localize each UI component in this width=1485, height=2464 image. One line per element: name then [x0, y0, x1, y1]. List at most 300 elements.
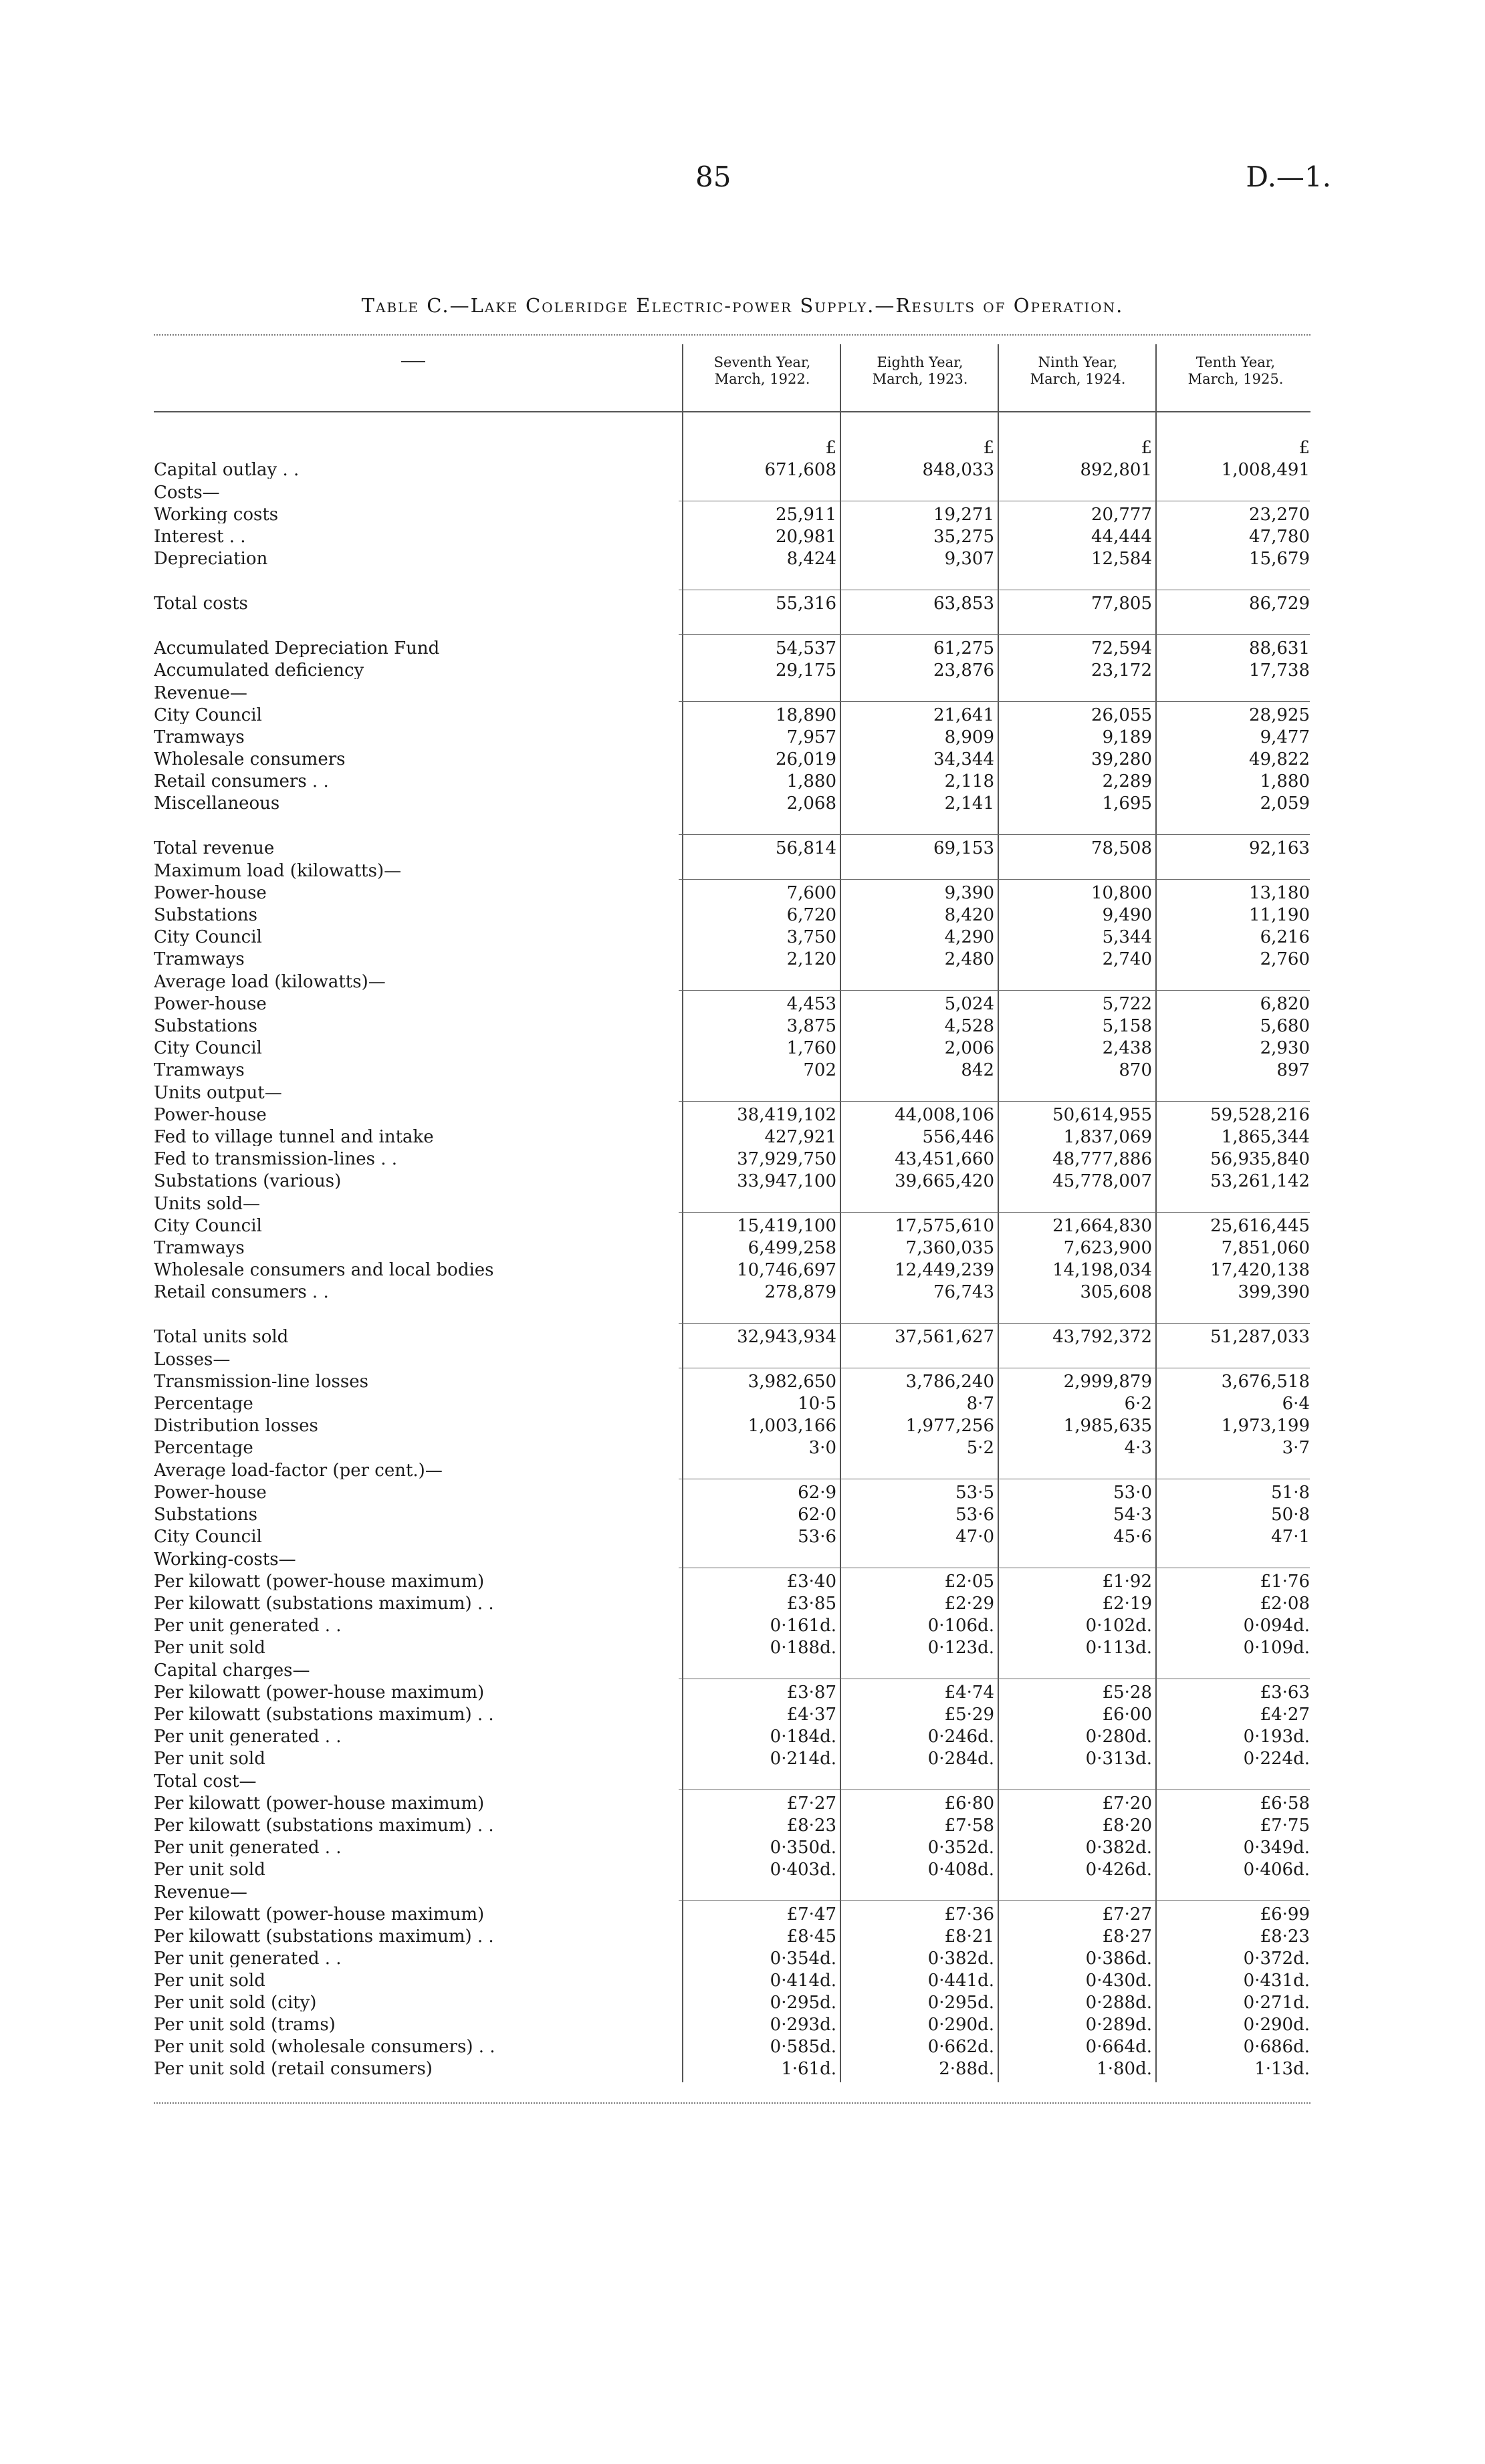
leader-dots: [659, 1634, 679, 1656]
table-cell: 18,890: [679, 702, 836, 725]
table-row: [154, 1346, 1310, 1368]
table-cell: £7·75: [1260, 1816, 1310, 1836]
table-row: [154, 1368, 1310, 1391]
table-cell: 2,289: [1102, 771, 1152, 791]
table-cell: 44,444: [1091, 527, 1152, 547]
spacer-row: [154, 1301, 1310, 1324]
table-row: [154, 1057, 1310, 1079]
table-row: [154, 1213, 1310, 1235]
table-row: [154, 590, 1310, 613]
table-cell: 55,316: [679, 590, 836, 613]
table-cell: [679, 812, 836, 835]
table-cell: [994, 1301, 1152, 1324]
leader-dots: [659, 702, 679, 725]
table-cell: [836, 857, 994, 880]
table-cell: 2,141: [944, 793, 994, 814]
table-cell: 50,614,955: [994, 1102, 1152, 1124]
row-label: Capital outlay . .: [154, 460, 300, 479]
table-row: [154, 1790, 1310, 1813]
leader-dots: [659, 1945, 679, 1967]
table-cell: 2,068: [786, 793, 836, 814]
table-cell: 2,120: [786, 949, 836, 969]
table-cell: 37,929,750: [737, 1149, 836, 1169]
spacer-row: [154, 568, 1310, 590]
table-cell: 53·6: [955, 1505, 994, 1525]
table-cell: £8·20: [1102, 1816, 1152, 1836]
table-cell: 26,019: [776, 749, 836, 769]
row-label: Units output—: [154, 1082, 282, 1102]
table-row: [154, 991, 1310, 1013]
table-row: [154, 857, 1310, 880]
leader-dots: [659, 1301, 679, 1324]
table-cell: 23,876: [933, 660, 994, 681]
table-cell: £8·21: [944, 1927, 994, 1947]
table-cell: 20,777: [994, 501, 1152, 524]
table-cell: 53·6: [798, 1527, 836, 1547]
leader-dots: [659, 1967, 679, 1989]
table-cell: 702: [803, 1060, 836, 1080]
row-label: Per unit sold: [154, 1860, 265, 1878]
table-cell: 23,270: [1152, 501, 1310, 524]
table-cell: 12,584: [1091, 549, 1152, 569]
leader-dots: [659, 746, 679, 768]
table-cell: 1,880: [1260, 771, 1310, 791]
table-cell: [679, 1301, 836, 1324]
table-cell: [679, 857, 836, 880]
table-cell: 4,528: [944, 1016, 994, 1036]
table-cell: [836, 1301, 994, 1324]
table-cell: 62·9: [679, 1479, 836, 1502]
table-row: [154, 1679, 1310, 1702]
row-label: Tramways: [154, 1060, 245, 1079]
table-cell: 10,800: [994, 880, 1152, 902]
table-cell: 2,438: [1102, 1038, 1152, 1058]
table-cell: 8,424: [786, 549, 836, 569]
leader-dots: [659, 768, 679, 790]
row-label: Total cost—: [154, 1771, 257, 1790]
table-cell: 2,006: [944, 1038, 994, 1058]
leader-dots: [659, 1079, 679, 1102]
table-cell: [679, 1079, 836, 1102]
row-label: Per unit sold (trams): [154, 2015, 336, 2034]
leader-dots: [659, 1390, 679, 1412]
table-cell: 1·61d.: [781, 2059, 836, 2079]
table-row: [154, 501, 1310, 524]
table-cell: [836, 1878, 994, 1901]
table-cell: 20,981: [776, 527, 836, 547]
table-cell: 0·290d.: [927, 2015, 994, 2035]
leader-dots: [659, 790, 679, 812]
table-cell: 48,777,886: [1052, 1149, 1152, 1169]
table-row: [154, 1612, 1310, 1634]
top-rule: [154, 334, 1310, 336]
table-cell: 2,480: [944, 949, 994, 969]
leader-dots: [659, 1812, 679, 1834]
table-cell: 0·123d.: [927, 1638, 994, 1658]
row-label: Substations: [154, 1505, 257, 1523]
row-label: Per unit generated . .: [154, 1838, 342, 1856]
row-label: Units sold—: [154, 1193, 260, 1213]
leader-dots: [659, 1190, 679, 1213]
table-cell: 9,490: [1102, 905, 1152, 925]
table-cell: 1,880: [786, 771, 836, 791]
table-cell: 897: [1276, 1060, 1310, 1080]
row-label: Capital charges—: [154, 1660, 310, 1679]
table-cell: [679, 479, 836, 501]
row-label: Transmission-line losses: [154, 1372, 368, 1390]
table-cell: £6·80: [836, 1790, 994, 1813]
table-row: [154, 1390, 1310, 1412]
table-cell: 88,631: [1152, 635, 1310, 658]
table-row: [154, 1146, 1310, 1168]
table-cell: 29,175: [776, 660, 836, 681]
table-cell: 78,508: [994, 835, 1152, 858]
column-header-seventh-year: Seventh Year, March, 1922.: [713, 354, 811, 387]
table-row: [154, 457, 1310, 479]
table-cell: £3·85: [786, 1594, 836, 1614]
table-cell: 427,921: [764, 1127, 836, 1147]
table-cell: 3·7: [1282, 1438, 1310, 1458]
table-cell: 25,616,445: [1152, 1213, 1310, 1235]
table-row: [154, 635, 1310, 658]
table-cell: 556,446: [922, 1127, 994, 1147]
table-row: [154, 1279, 1310, 1301]
leader-dots: [659, 568, 679, 590]
row-label: Per unit sold: [154, 1749, 265, 1767]
table-cell: £8·23: [786, 1816, 836, 1836]
table-title: Table C.—Lake Coleridge Electric-power Supply.—Results of Operation.: [361, 294, 1124, 317]
table-cell: 35,275: [933, 527, 994, 547]
table-cell: 0·431d.: [1243, 1971, 1310, 1991]
table-row: [154, 1723, 1310, 1745]
table-cell: 19,271: [836, 501, 994, 524]
table-cell: 3·0: [808, 1438, 836, 1458]
document-code: D.—1.: [1246, 160, 1331, 193]
row-label: Per kilowatt (substations maximum) . .: [154, 1927, 494, 1945]
table-cell: 0·246d.: [927, 1727, 994, 1747]
leader-dots: [659, 1856, 679, 1878]
table-row: [154, 1701, 1310, 1723]
leader-dots: [659, 612, 679, 635]
table-row: [154, 2034, 1310, 2056]
table-cell: £4·74: [836, 1679, 994, 1702]
leader-dots: [659, 523, 679, 545]
header-rule: [154, 411, 1310, 412]
table-cell: [679, 1878, 836, 1901]
leader-dots: [659, 991, 679, 1013]
table-cell: 9,477: [1260, 727, 1310, 747]
table-cell: 6·4: [1282, 1394, 1310, 1414]
table-cell: 0·290d.: [1243, 2015, 1310, 2035]
leader-dots: [659, 479, 679, 501]
row-label: Total revenue: [154, 838, 275, 857]
table-row: [154, 1901, 1310, 1924]
table-cell: 0·113d.: [1085, 1638, 1152, 1658]
leader-dots: [659, 501, 679, 524]
row-label: Substations: [154, 1016, 257, 1035]
table-cell: [836, 612, 994, 635]
table-cell: 37,561,627: [836, 1324, 994, 1346]
table-cell: 1,973,199: [1221, 1416, 1310, 1436]
table-cell: [994, 812, 1152, 835]
table-cell: 34,344: [933, 749, 994, 769]
table-cell: 892,801: [1080, 460, 1152, 480]
table-cell: 61,275: [836, 635, 994, 658]
leader-dots: [659, 1146, 679, 1168]
row-label: Total units sold: [154, 1327, 289, 1346]
table-row: [154, 1257, 1310, 1279]
table-cell: [994, 568, 1152, 590]
table-cell: [994, 1457, 1152, 1479]
table-row: [154, 1634, 1310, 1656]
table-cell: 92,163: [1152, 835, 1310, 858]
table-cell: £7·27: [994, 1901, 1152, 1924]
table-cell: 842: [961, 1060, 994, 1080]
leader-dots: [659, 545, 679, 568]
row-label: Tramways: [154, 949, 245, 968]
table-cell: 0·224d.: [1243, 1749, 1310, 1769]
table-cell: 56,814: [679, 835, 836, 858]
table-cell: 6·2: [1124, 1394, 1152, 1414]
row-label: Power-house: [154, 1483, 267, 1501]
table-cell: 0·664d.: [1085, 2037, 1152, 2057]
table-cell: £1·76: [1152, 1568, 1310, 1591]
table-cell: 1,760: [786, 1038, 836, 1058]
table-cell: 7,623,900: [1063, 1238, 1152, 1258]
table-cell: 0·382d.: [1085, 1838, 1152, 1858]
table-cell: 0·414d.: [770, 1971, 836, 1991]
table-cell: 0·094d.: [1243, 1616, 1310, 1636]
table-row: [154, 1523, 1310, 1546]
leader-dots: [659, 1057, 679, 1079]
leader-dots: [659, 1568, 679, 1591]
leader-dots: [659, 857, 679, 880]
row-label: Retail consumers . .: [154, 771, 329, 790]
table-cell: 17,575,610: [836, 1213, 994, 1235]
table-cell: £7·47: [679, 1901, 836, 1924]
table-cell: 2,760: [1260, 949, 1310, 969]
table-cell: 0·293d.: [770, 2015, 836, 2035]
row-label: Per kilowatt (power-house maximum): [154, 1572, 485, 1590]
table-cell: 25,911: [679, 501, 836, 524]
table-cell: 0·280d.: [1085, 1727, 1152, 1747]
table-cell: 8,909: [944, 727, 994, 747]
table-row: [154, 545, 1310, 568]
table-cell: 0·686d.: [1243, 2037, 1310, 2057]
table-cell: 39,280: [1091, 749, 1152, 769]
table-cell: [836, 1457, 994, 1479]
table-cell: 6,499,258: [748, 1238, 836, 1258]
table-cell: £5·29: [944, 1705, 994, 1725]
table-cell: 4,290: [944, 927, 994, 947]
table-cell: 2·88d.: [939, 2059, 994, 2079]
table-cell: 15,679: [1249, 549, 1310, 569]
table-cell: [1152, 1878, 1310, 1901]
leader-dots: [659, 1102, 679, 1124]
table-cell: 53·5: [836, 1479, 994, 1502]
table-row: [154, 946, 1310, 968]
row-label: Working costs: [154, 505, 279, 523]
table-cell: £2·08: [1260, 1594, 1310, 1614]
table-cell: 1·13d.: [1254, 2059, 1310, 2079]
row-label: Per kilowatt (power-house maximum): [154, 1794, 485, 1812]
table-row: [154, 1590, 1310, 1612]
row-label: [154, 568, 659, 590]
table-cell: [1152, 1656, 1310, 1679]
row-label: Per unit sold: [154, 1638, 265, 1656]
table-cell: 7,600: [679, 880, 836, 902]
table-cell: £: [825, 438, 836, 458]
table-cell: £2·05: [836, 1568, 994, 1591]
table-cell: 4,453: [679, 991, 836, 1013]
leader-dots: [659, 1834, 679, 1856]
table-row: [154, 1501, 1310, 1523]
table-cell: 54,537: [679, 635, 836, 658]
table-cell: £3·40: [679, 1568, 836, 1591]
table-cell: [994, 1656, 1152, 1679]
table-cell: 2,118: [944, 771, 994, 791]
leader-dots: [659, 2056, 679, 2078]
table-row: [154, 924, 1310, 946]
leader-dots: [659, 1368, 679, 1391]
table-cell: 0·313d.: [1085, 1749, 1152, 1769]
table-cell: [994, 1878, 1152, 1901]
table-cell: 17,420,138: [1210, 1260, 1310, 1280]
table-row: [154, 679, 1310, 702]
table-row: [154, 1767, 1310, 1790]
page-header: [0, 160, 1485, 201]
table-row: [154, 1124, 1310, 1146]
bottom-rule: [154, 2102, 1310, 2104]
leader-dots: [659, 1435, 679, 1457]
row-label: [154, 612, 659, 635]
table-cell: [1152, 568, 1310, 590]
table-row: [154, 2056, 1310, 2078]
table-cell: [1152, 1457, 1310, 1479]
row-label: Per kilowatt (substations maximum) . .: [154, 1594, 494, 1612]
table-cell: 5,344: [1102, 927, 1152, 947]
table-row: [154, 1945, 1310, 1967]
leader-dots: [659, 679, 679, 702]
leader-dots: [659, 1412, 679, 1435]
table-cell: 2,740: [1102, 949, 1152, 969]
table-cell: [994, 1346, 1152, 1368]
stub-header-dash: [401, 361, 425, 362]
table-cell: 8·7: [966, 1394, 994, 1414]
row-label: Per unit sold (city): [154, 1993, 317, 2011]
leader-dots: [659, 1124, 679, 1146]
table-cell: [1152, 1346, 1310, 1368]
leader-dots: [659, 635, 679, 658]
table-cell: 0·352d.: [927, 1838, 994, 1858]
table-cell: 278,879: [764, 1282, 836, 1302]
table-row: [154, 880, 1310, 902]
spacer-row: [154, 612, 1310, 635]
table-row: [154, 1967, 1310, 1989]
row-label: Wholesale consumers: [154, 749, 346, 768]
leader-dots: [659, 1901, 679, 1924]
table-cell: 12,449,239: [895, 1260, 994, 1280]
table-cell: 10·5: [798, 1394, 836, 1414]
table-cell: £4·27: [1260, 1705, 1310, 1725]
table-cell: 5,158: [1102, 1016, 1152, 1036]
table-row: [154, 1324, 1310, 1346]
row-label: City Council: [154, 705, 262, 724]
leader-dots: [659, 1723, 679, 1745]
table-row: [154, 1102, 1310, 1124]
table-cell: 10,746,697: [737, 1260, 836, 1280]
table-cell: 4·3: [1124, 1438, 1152, 1458]
row-label: [154, 1301, 659, 1324]
table-cell: 9,390: [836, 880, 994, 902]
table-cell: [836, 1546, 994, 1568]
table-cell: [836, 1767, 994, 1790]
row-label: Per kilowatt (power-house maximum): [154, 1904, 485, 1923]
table-row: [154, 1568, 1310, 1591]
row-label: Percentage: [154, 1394, 253, 1412]
column-header-ninth-year: Ninth Year, March, 1924.: [1030, 354, 1126, 387]
table-cell: 5,024: [836, 991, 994, 1013]
leader-dots: [659, 1923, 679, 1945]
table-cell: 47·0: [955, 1527, 994, 1547]
row-label: Per unit generated . .: [154, 1616, 342, 1634]
table-cell: 56,935,840: [1210, 1149, 1310, 1169]
table-cell: [994, 1767, 1152, 1790]
table-cell: 0·426d.: [1085, 1860, 1152, 1880]
table-cell: [679, 612, 836, 635]
table-cell: [1152, 968, 1310, 991]
table-cell: 28,925: [1152, 702, 1310, 725]
table-cell: 47,780: [1249, 527, 1310, 547]
column-header-eighth-year: Eighth Year, March, 1923.: [872, 354, 968, 387]
table-cell: [836, 812, 994, 835]
row-label: Tramways: [154, 727, 245, 746]
table-cell: 47·1: [1271, 1527, 1310, 1547]
table-cell: 43,451,660: [895, 1149, 994, 1169]
table-cell: £3·63: [1152, 1679, 1310, 1702]
table-cell: 0·161d.: [770, 1616, 836, 1636]
row-label: Substations: [154, 905, 257, 924]
table-cell: 14,198,034: [1052, 1260, 1152, 1280]
table-row: [154, 968, 1310, 991]
results-table: [154, 435, 1310, 2078]
table-cell: 1,837,069: [1063, 1127, 1152, 1147]
table-row: [154, 1412, 1310, 1435]
table-cell: 0·109d.: [1243, 1638, 1310, 1658]
table-cell: 15,419,100: [679, 1213, 836, 1235]
leader-dots: [659, 946, 679, 968]
table-cell: 45,778,007: [1052, 1171, 1152, 1191]
leader-dots: [659, 1013, 679, 1035]
table-row: [154, 1013, 1310, 1035]
row-label: Depreciation: [154, 549, 268, 568]
row-label: Average load-factor (per cent.)—: [154, 1460, 443, 1479]
table-cell: 5·2: [966, 1438, 994, 1458]
table-cell: [679, 1546, 836, 1568]
row-label: Percentage: [154, 1438, 253, 1457]
table-cell: 26,055: [994, 702, 1152, 725]
table-cell: £2·29: [944, 1594, 994, 1614]
table-cell: 1,865,344: [1221, 1127, 1310, 1147]
table-cell: 0·284d.: [927, 1749, 994, 1769]
table-cell: 21,664,830: [994, 1213, 1152, 1235]
table-cell: 1,985,635: [1063, 1416, 1152, 1436]
leader-dots: [659, 1679, 679, 1702]
leader-dots: [659, 1457, 679, 1479]
table-cell: 0·662d.: [927, 2037, 994, 2057]
table-cell: 6,216: [1260, 927, 1310, 947]
table-cell: [1152, 1190, 1310, 1213]
